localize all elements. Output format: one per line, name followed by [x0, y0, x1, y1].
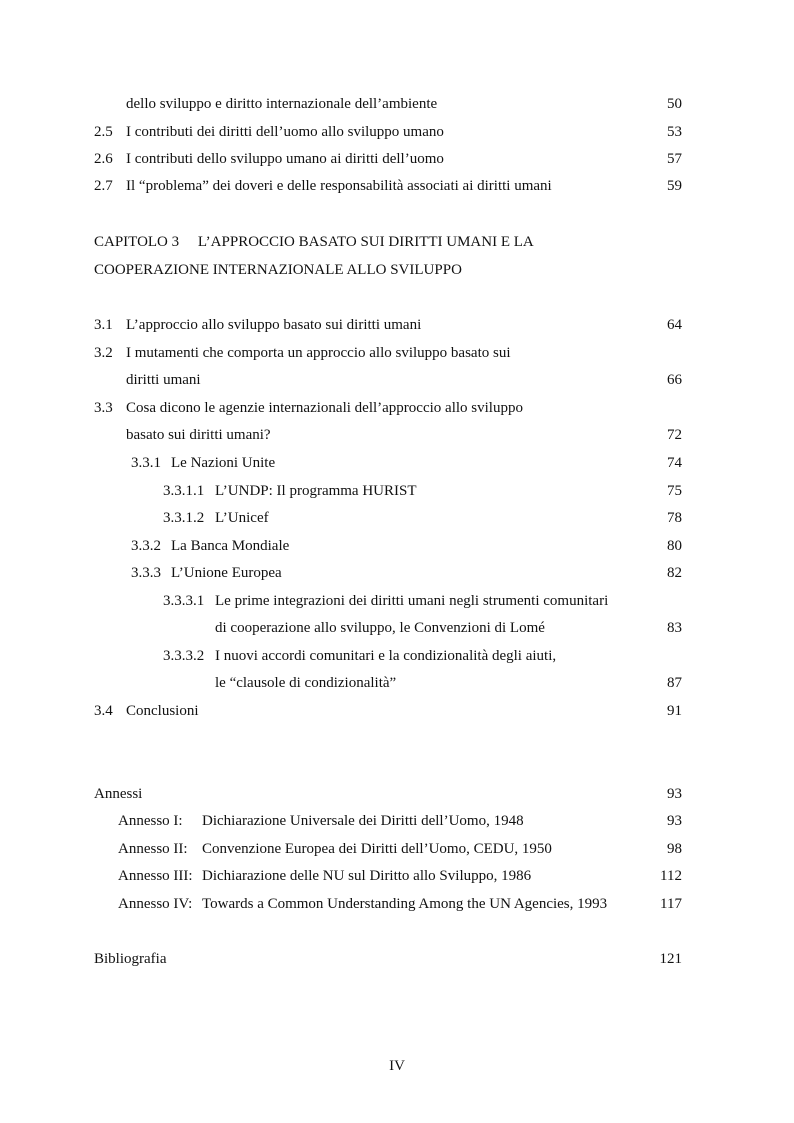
toc-entry: [0, 398, 794, 418]
toc-entry-text: Le prime integrazioni dei diritti umani negli strumenti comunitari: [215, 593, 609, 609]
toc-entry-number: 2.7: [94, 178, 113, 194]
toc-entry-page: 59: [667, 178, 682, 194]
toc-entry-page: 93: [667, 813, 682, 829]
toc-entry-page: 50: [667, 96, 682, 112]
toc-entry-number: 3.3.3: [131, 565, 161, 581]
toc-annex-entry: [0, 839, 794, 859]
toc-annex-label: Annesso I:: [118, 813, 183, 829]
toc-entry-number: 3.3.3.1: [163, 593, 205, 609]
toc-entry-text: L’UNDP: Il programma HURIST: [215, 483, 417, 499]
toc-entry-text: L’Unicef: [215, 510, 269, 526]
toc-annexes-title: Annessi: [94, 786, 143, 802]
toc-bibliography: [0, 949, 794, 969]
toc-entry-page: 117: [660, 896, 682, 912]
toc-entry: [0, 618, 794, 638]
toc-annex-label: Annesso III:: [118, 868, 193, 884]
toc-entry: [0, 425, 794, 445]
toc-entry: [0, 370, 794, 390]
toc-entry-page: 66: [667, 372, 682, 388]
toc-entry-page: 53: [667, 124, 682, 140]
toc-entry-text: I contributi dello sviluppo umano ai diritti dell’uomo: [126, 151, 444, 167]
toc-annex-text: Dichiarazione Universale dei Diritti dell’Uomo, 1948: [202, 813, 524, 829]
toc-entry-page: 83: [667, 620, 682, 636]
chapter-heading-line-1: CAPITOLO 3 L’APPROCCIO BASATO SUI DIRITTI UMANI E LA: [94, 234, 534, 250]
toc-entry: [0, 94, 794, 114]
toc-entry-page: 64: [667, 317, 682, 333]
toc-entry: [0, 673, 794, 693]
toc-entry-text: I mutamenti che comporta un approccio allo sviluppo basato sui: [126, 345, 511, 361]
toc-entry-page: 57: [667, 151, 682, 167]
toc-entry-text: L’Unione Europea: [171, 565, 282, 581]
toc-entry-text: La Banca Mondiale: [171, 538, 290, 554]
toc-entry: [0, 508, 794, 528]
toc-entry-text: Cosa dicono le agenzie internazionali dell’approccio allo sviluppo: [126, 400, 523, 416]
toc-annex-entry: [0, 866, 794, 886]
toc-entry-number: 3.4: [94, 703, 113, 719]
toc-annex-text: Dichiarazione delle NU sul Diritto allo Sviluppo, 1986: [202, 868, 532, 884]
toc-entry: [0, 149, 794, 169]
toc-entry-number: 3.2: [94, 345, 113, 361]
toc-entry-text: Conclusioni: [126, 703, 199, 719]
toc-entry-page: 93: [667, 786, 682, 802]
toc-bibliography-title: Bibliografia: [94, 951, 167, 967]
toc-entry: [0, 315, 794, 335]
toc-entry-text: L’approccio allo sviluppo basato sui diritti umani: [126, 317, 422, 333]
toc-annex-text: Towards a Common Understanding Among the UN Agencies, 1993: [202, 896, 608, 912]
toc-entry: [0, 701, 794, 721]
toc-entry-page: 78: [667, 510, 682, 526]
toc-entry-page: 98: [667, 841, 682, 857]
toc-entry-number: 2.5: [94, 124, 113, 140]
toc-entry-number: 3.3.3.2: [163, 648, 205, 664]
toc-entry-text: dello sviluppo e diritto internazionale dell’ambiente: [126, 96, 438, 112]
toc-entry-number: 3.3.2: [131, 538, 161, 554]
toc-entry-text: I nuovi accordi comunitari e la condizionalità degli aiuti,: [215, 648, 557, 664]
toc-entry: [0, 646, 794, 666]
toc-entry-page: 80: [667, 538, 682, 554]
toc-entry-page: 82: [667, 565, 682, 581]
toc-entry: [0, 563, 794, 583]
toc-entry-text: I contributi dei diritti dell’uomo allo sviluppo umano: [126, 124, 444, 140]
toc-entry-page: 91: [667, 703, 682, 719]
toc-entry-page: 112: [660, 868, 682, 884]
toc-entry: [0, 591, 794, 611]
toc-entry-text: diritti umani: [126, 372, 201, 388]
toc-annex-entry: [0, 894, 794, 914]
toc-entry: [0, 343, 794, 363]
toc-entry-number: 3.3.1.2: [163, 510, 205, 526]
toc-entry-text: basato sui diritti umani?: [126, 427, 271, 443]
page-number: IV: [389, 1058, 405, 1074]
toc-annex-text: Convenzione Europea dei Diritti dell’Uomo, CEDU, 1950: [202, 841, 552, 857]
toc-entry-page: 87: [667, 675, 682, 691]
toc-entry-page: 75: [667, 483, 682, 499]
toc-entry-number: 3.3: [94, 400, 113, 416]
toc-entry-text: di cooperazione allo sviluppo, le Convenzioni di Lomé: [215, 620, 545, 636]
chapter-heading-line-2: COOPERAZIONE INTERNAZIONALE ALLO SVILUPPO: [94, 262, 462, 278]
toc-annexes-heading: [0, 784, 794, 804]
toc-entry-number: 3.1: [94, 317, 113, 333]
toc-entry-text: Il “problema” dei doveri e delle responsabilità associati ai diritti umani: [126, 178, 552, 194]
toc-entry: [0, 481, 794, 501]
toc-annex-entry: [0, 811, 794, 831]
toc-entry-number: 3.3.1: [131, 455, 161, 471]
toc-entry-number: 2.6: [94, 151, 113, 167]
toc-entry-number: 3.3.1.1: [163, 483, 205, 499]
toc-annex-label: Annesso II:: [118, 841, 188, 857]
toc-entry-page: 121: [659, 951, 682, 967]
toc-entry-text: le “clausole di condizionalità”: [215, 675, 397, 691]
toc-entry-page: 74: [667, 455, 682, 471]
toc-annex-label: Annesso IV:: [118, 896, 193, 912]
toc-entry: [0, 453, 794, 473]
toc-entry: [0, 122, 794, 142]
toc-entry: [0, 536, 794, 556]
toc-entry-page: 72: [667, 427, 682, 443]
toc-entry-text: Le Nazioni Unite: [171, 455, 276, 471]
toc-entry: [0, 176, 794, 196]
